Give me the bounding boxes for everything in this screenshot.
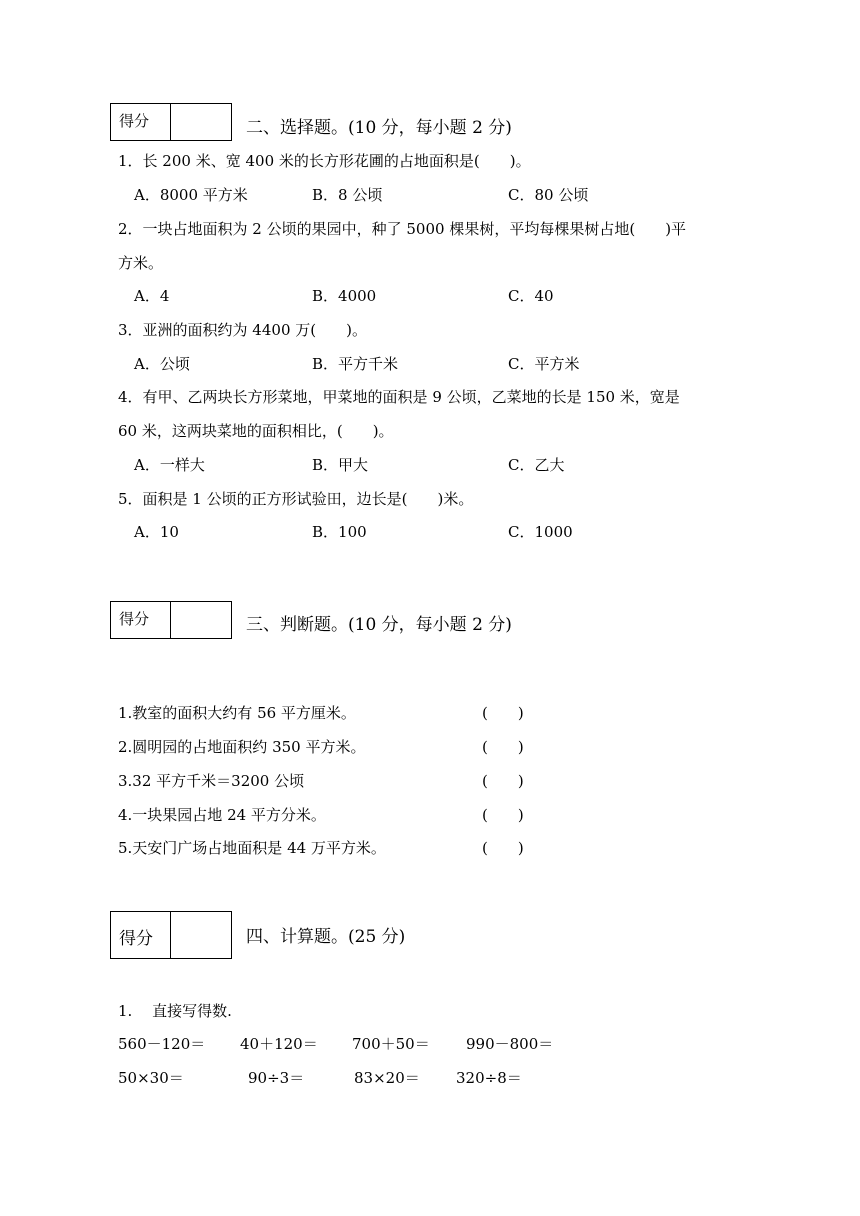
score-blank — [171, 602, 231, 638]
q3-option-a: A．公顷 — [134, 355, 190, 373]
judgement-paren-3: ( ) — [482, 772, 524, 790]
q5-option-c: C．1000 — [508, 523, 573, 541]
judgement-item-1: 1.教室的面积大约有 56 平方厘米。 — [118, 704, 356, 722]
q4-option-a: A．一样大 — [134, 456, 205, 474]
section-title-calculation: 四、计算题。(25 分) — [246, 927, 406, 947]
judgement-paren-4: ( ) — [482, 806, 524, 824]
judgement-item-2: 2.圆明园的占地面积约 350 平方米。 — [118, 738, 366, 756]
q1-option-c: C．80 公顷 — [508, 186, 589, 204]
section-title-choice: 二、选择题。(10 分，每小题 2 分) — [246, 118, 512, 138]
calc-r1-3: 700＋50＝ — [352, 1035, 430, 1053]
score-label: 得分 — [111, 912, 171, 958]
judgement-paren-1: ( ) — [482, 704, 524, 722]
calc-r1-4: 990－800＝ — [466, 1035, 554, 1053]
q4-option-b: B．甲大 — [312, 456, 369, 474]
score-box-section-3 — [110, 601, 232, 639]
score-label: 得分 — [111, 602, 171, 638]
q2-option-a: A．4 — [134, 287, 170, 305]
question-4-text-cont: 60 米，这两块菜地的面积相比，( )。 — [118, 422, 394, 440]
question-1-text: 1．长 200 米、宽 400 米的长方形花圃的占地面积是( )。 — [118, 152, 531, 170]
judgement-item-5: 5.天安门广场占地面积是 44 万平方米。 — [118, 839, 386, 857]
question-2-text: 2．一块占地面积为 2 公顷的果园中，种了 5000 棵果树，平均每棵果树占地( )平 — [118, 220, 687, 238]
calc-r2-4: 320÷8＝ — [456, 1069, 522, 1087]
judgement-paren-5: ( ) — [482, 839, 524, 857]
q1-option-b: B．8 公顷 — [312, 186, 383, 204]
score-blank — [171, 104, 231, 140]
q3-option-b: B．平方千米 — [312, 355, 399, 373]
calc-r1-1: 560－120＝ — [118, 1035, 206, 1053]
question-4-text: 4．有甲、乙两块长方形菜地，甲菜地的面积是 9 公顷，乙菜地的长是 150 米，宽是 — [118, 388, 680, 406]
score-box-section-4 — [110, 911, 232, 959]
q5-option-b: B．100 — [312, 523, 367, 541]
q3-option-c: C．平方米 — [508, 355, 580, 373]
q5-option-a: A．10 — [134, 523, 179, 541]
section-title-judgement: 三、判断题。(10 分，每小题 2 分) — [246, 615, 512, 635]
calc-r2-3: 83×20＝ — [354, 1069, 420, 1087]
q2-option-b: B．4000 — [312, 287, 377, 305]
q4-option-c: C．乙大 — [508, 456, 565, 474]
score-label: 得分 — [111, 104, 171, 140]
calc-subtitle: 1. 直接写得数. — [118, 1002, 232, 1020]
question-3-text: 3．亚洲的面积约为 4400 万( )。 — [118, 321, 367, 339]
question-2-text-cont: 方米。 — [118, 254, 164, 272]
calc-r1-2: 40＋120＝ — [240, 1035, 318, 1053]
calc-r2-1: 50×30＝ — [118, 1069, 184, 1087]
calc-r2-2: 90÷3＝ — [248, 1069, 305, 1087]
q2-option-c: C．40 — [508, 287, 554, 305]
score-blank — [171, 912, 231, 958]
q1-option-a: A．8000 平方米 — [134, 186, 248, 204]
judgement-paren-2: ( ) — [482, 738, 524, 756]
question-5-text: 5．面积是 1 公顷的正方形试验田，边长是( )米。 — [118, 490, 474, 508]
score-box-section-2 — [110, 103, 232, 141]
judgement-item-3: 3.32 平方千米＝3200 公顷 — [118, 772, 305, 790]
judgement-item-4: 4.一块果园占地 24 平方分米。 — [118, 806, 326, 824]
